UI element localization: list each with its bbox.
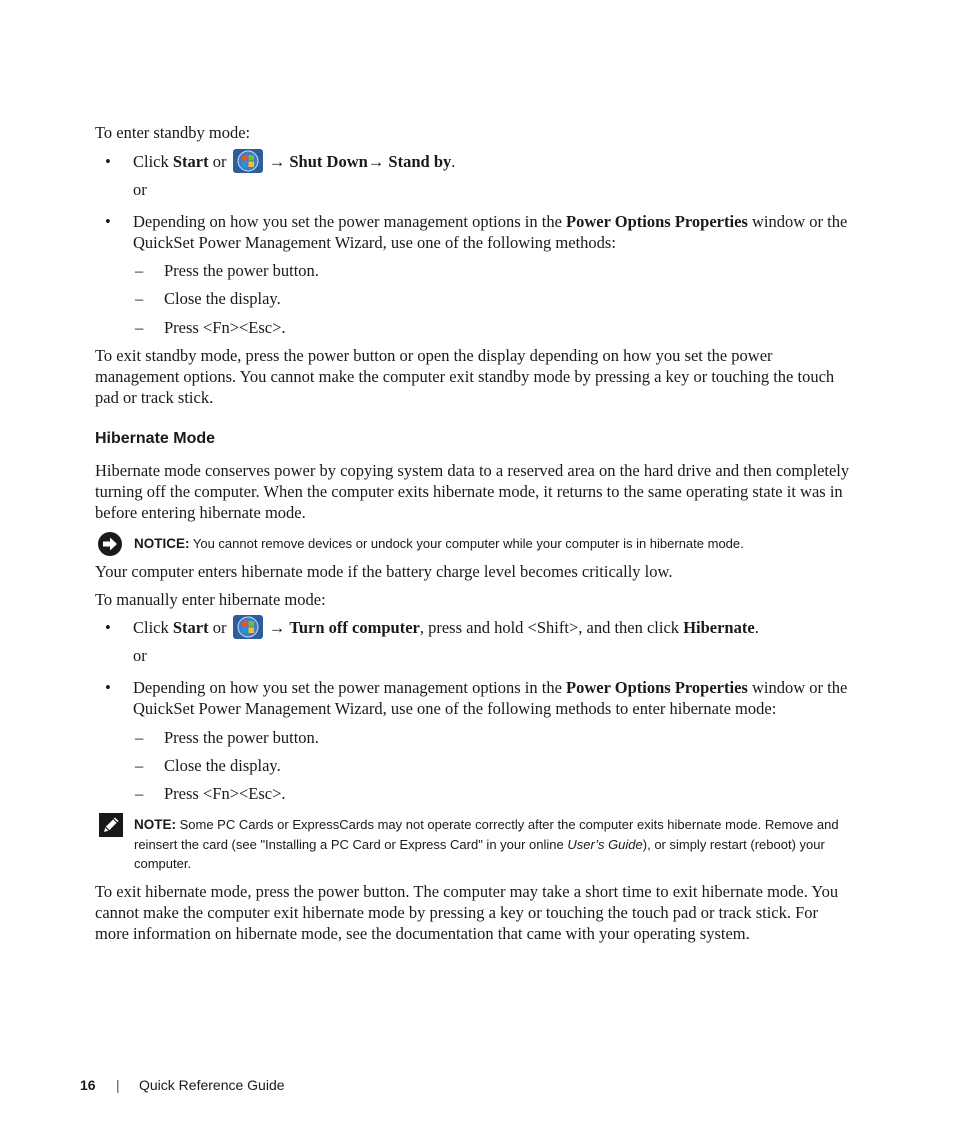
dash-marker: –	[135, 756, 144, 775]
note-label: NOTE:	[134, 817, 176, 832]
turn-off-computer-label: Turn off computer	[289, 618, 420, 637]
notice-arrow-icon	[97, 531, 123, 557]
page-number: 16	[80, 1077, 96, 1093]
note-pencil-icon	[99, 813, 123, 837]
hibernate-heading: Hibernate Mode	[95, 430, 216, 447]
battery-paragraph: Your computer enters hibernate mode if the battery charge level becomes critically low.	[95, 562, 673, 581]
manual-intro: To manually enter hibernate mode:	[95, 590, 326, 609]
hibernate-method-1: Press the power button.	[164, 728, 319, 747]
or-text: or	[133, 180, 147, 199]
bullet-marker: •	[105, 152, 111, 171]
notice-label: NOTICE:	[134, 536, 190, 551]
dash-marker: –	[135, 318, 144, 337]
standby-method-1: Press the power button.	[164, 261, 319, 280]
standby-exit-paragraph: To exit standby mode, press the power button or open the display depending on how you set the power management options. You cannot make the computer exit standby mode by pressing a key or touching the touch pad or track stick.	[95, 346, 835, 407]
note-text: NOTE: Some PC Cards or ExpressCards may not operate correctly after the computer exits hibernate mode. Remove and reinsert the card (see "Installing a PC Card or Express Card" in your online User’s Guide), or simply restart (reboot) your computer.	[134, 817, 839, 871]
bullet-marker: •	[105, 618, 111, 637]
shut-down-label: Shut Down	[289, 152, 368, 171]
windows-start-icon	[233, 615, 263, 639]
bullet-marker: •	[105, 212, 111, 231]
hibernate-intro-paragraph: Hibernate mode conserves power by copying system data to a reserved area on the hard drive and then completely turning off the computer. When the computer exits hibernate mode, it returns to the same operating state it was in before entering hibernate mode.	[95, 461, 850, 522]
notice-text: NOTICE: You cannot remove devices or undock your computer while your computer is in hibernate mode.	[134, 536, 744, 551]
start-label: Start	[172, 152, 209, 171]
hibernate-bullet-start: Click Start or → Turn off computer, press and hold <Shift>, and then click Hibernate.	[133, 615, 853, 640]
hibernate-bullet-depending: Depending on how you set the power management options in the Power Options Properties window or the QuickSet Power Management Wizard, use one of the following methods to enter hibernate mode:	[133, 678, 848, 718]
start-label: Start	[172, 618, 209, 637]
hibernate-label: Hibernate	[683, 618, 755, 637]
bullet-marker: •	[105, 678, 111, 697]
windows-start-icon	[233, 149, 263, 173]
standby-bullet-start: Click Start or → Shut Down→ Stand by.	[133, 149, 853, 174]
standby-method-3: Press <Fn><Esc>.	[164, 318, 286, 337]
standby-method-2: Close the display.	[164, 289, 281, 308]
footer-separator: |	[116, 1077, 120, 1093]
dash-marker: –	[135, 289, 144, 308]
or-text: or	[133, 646, 147, 665]
dash-marker: –	[135, 784, 144, 803]
hibernate-method-3: Press <Fn><Esc>.	[164, 784, 286, 803]
footer-title: Quick Reference Guide	[139, 1077, 285, 1093]
hibernate-exit-paragraph: To exit hibernate mode, press the power button. The computer may take a short time to exit hibernate mode. You cannot make the computer exit hibernate mode by pressing a key or touching the touch pad or track stick. For more information on hibernate mode, see the documentation that came with your operating system.	[95, 882, 839, 943]
stand-by-label: Stand by	[388, 152, 452, 171]
hibernate-method-2: Close the display.	[164, 756, 281, 775]
dash-marker: –	[135, 261, 144, 280]
standby-intro: To enter standby mode:	[95, 123, 251, 142]
standby-bullet-depending: Depending on how you set the power management options in the Power Options Properties window or the QuickSet Power Management Wizard, use one of the following methods:	[133, 212, 848, 252]
dash-marker: –	[135, 728, 144, 747]
